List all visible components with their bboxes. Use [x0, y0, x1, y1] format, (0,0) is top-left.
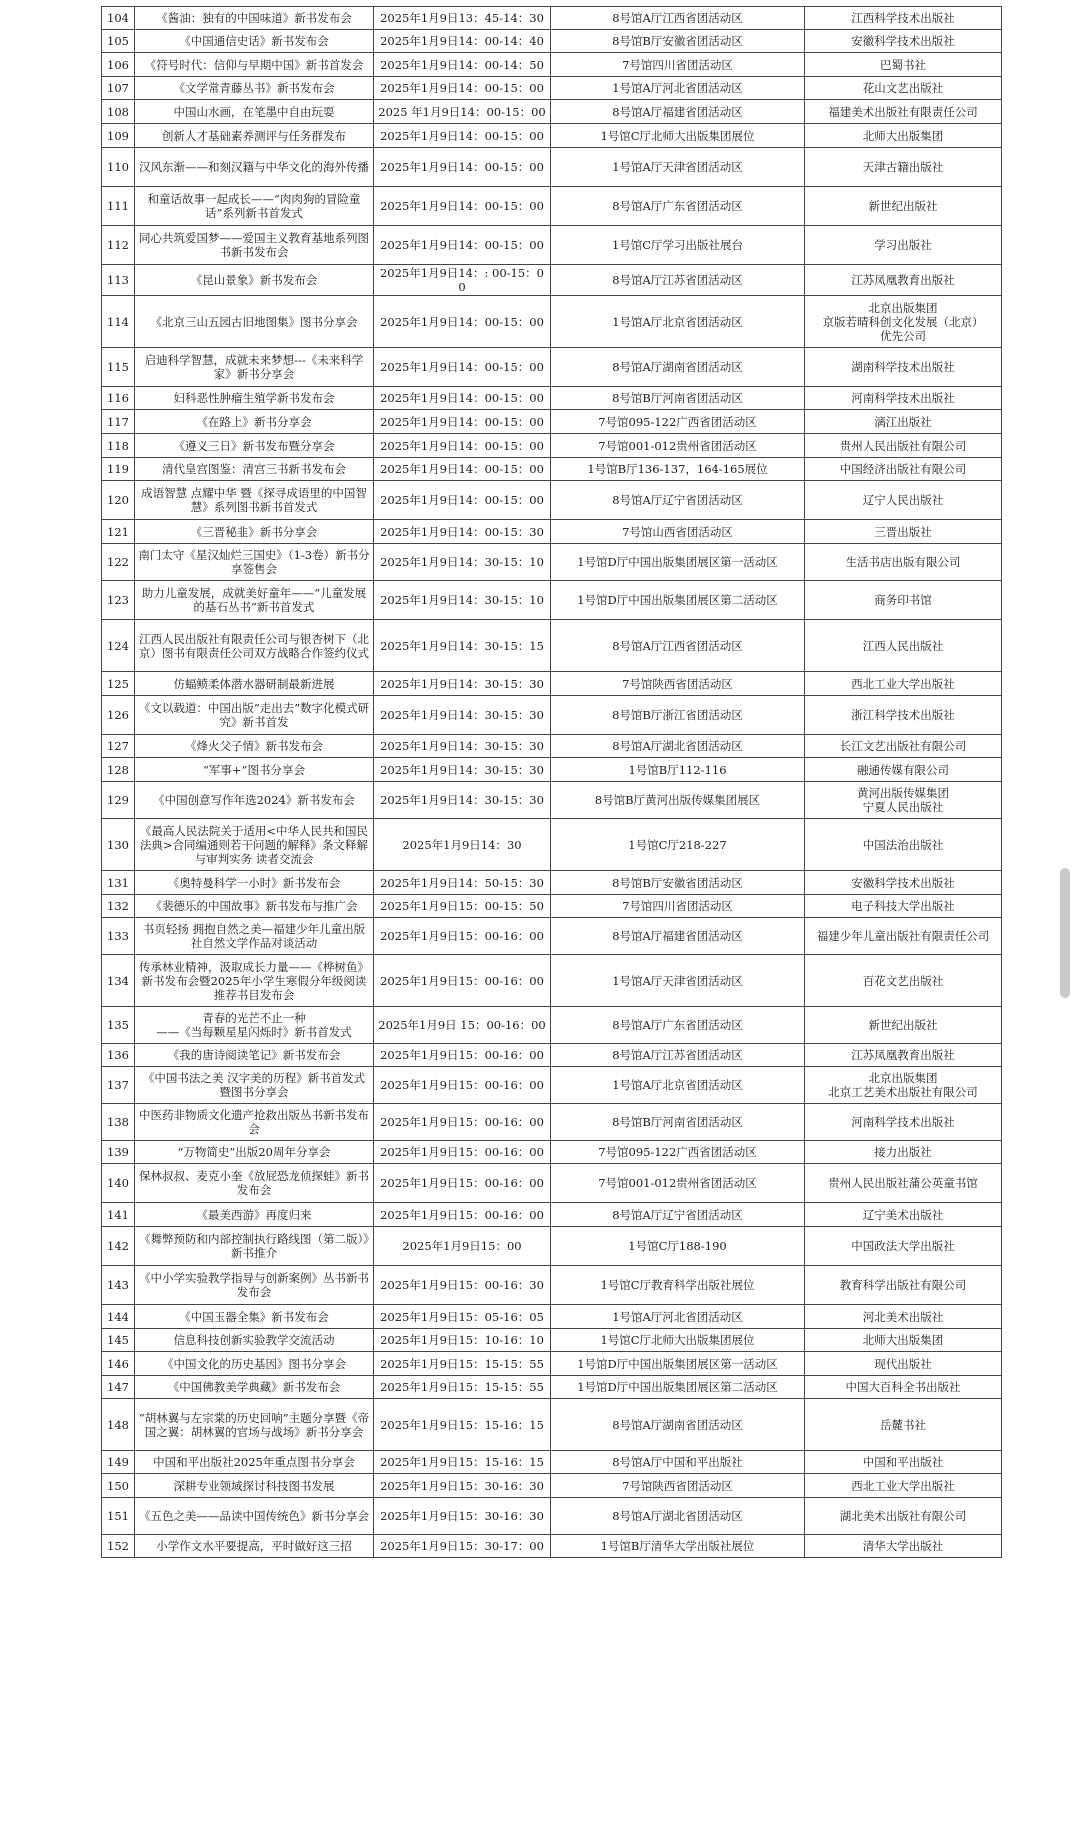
table-row	[102, 1352, 1002, 1376]
table-row	[102, 1227, 1002, 1266]
row-number-cell: 138	[102, 1104, 135, 1141]
table-row	[102, 895, 1002, 918]
row-number-cell: 113	[102, 265, 135, 296]
event-title-cell: 中国和平出版社2025年重点图书分享会	[135, 1451, 374, 1474]
row-number-cell: 151	[102, 1498, 135, 1535]
event-publisher-cell: 西北工业大学出版社	[805, 1474, 1002, 1498]
row-number-cell: 120	[102, 481, 135, 520]
event-title-cell: 《文以载道：中国出版“走出去”数字化模式研究》新书首发	[135, 696, 374, 735]
table-row	[102, 520, 1002, 544]
event-time-cell: 2025年1月9日14：00-15：00	[374, 296, 551, 348]
event-venue-cell: 7号馆095-122广西省团活动区	[551, 1141, 805, 1164]
row-number-cell: 149	[102, 1451, 135, 1474]
event-venue-cell: 8号馆A厅江西省团活动区	[551, 620, 805, 672]
event-title-cell: 《我的唐诗阅读笔记》新书发布会	[135, 1044, 374, 1067]
row-number-cell: 116	[102, 387, 135, 410]
event-venue-cell: 8号馆B厅河南省团活动区	[551, 387, 805, 410]
table-row	[102, 1141, 1002, 1164]
table-row	[102, 1376, 1002, 1399]
event-title-cell: 深耕专业领域探讨科技图书发展	[135, 1474, 374, 1498]
table-row	[102, 620, 1002, 672]
event-venue-cell: 1号馆C厅学习出版社展台	[551, 226, 805, 265]
table-row	[102, 819, 1002, 871]
event-title-cell: 《中小学实验教学指导与创新案例》丛书新书发布会	[135, 1266, 374, 1305]
event-time-cell: 2025年1月9日14：30-15：30	[374, 696, 551, 735]
event-title-cell: “万物简史”出版20周年分享会	[135, 1141, 374, 1164]
event-venue-cell: 8号馆A厅福建省团活动区	[551, 918, 805, 955]
event-title-cell: 清代皇宫图鉴：清宫三书新书发布会	[135, 458, 374, 481]
table-row	[102, 148, 1002, 187]
event-time-cell: 2025年1月9日15：15-16：15	[374, 1399, 551, 1451]
event-title-cell: 助力儿童发展，成就美好童年——“儿童发展的基石丛书”新书首发式	[135, 581, 374, 620]
event-publisher-cell: 中国经济出版社有限公司	[805, 458, 1002, 481]
table-row	[102, 100, 1002, 124]
event-time-cell: 2025年1月9日14：00-15：00	[374, 124, 551, 148]
event-time-cell: 2025年1月9日14：30-15：30	[374, 782, 551, 819]
event-venue-cell: 1号馆C厅教育科学出版社展位	[551, 1266, 805, 1305]
event-venue-cell: 1号馆A厅天津省团活动区	[551, 955, 805, 1007]
event-publisher-cell: 江苏凤凰教育出版社	[805, 1044, 1002, 1067]
row-number-cell: 133	[102, 918, 135, 955]
row-number-cell: 135	[102, 1007, 135, 1044]
event-venue-cell: 1号馆D厅中国出版集团展区第二活动区	[551, 581, 805, 620]
event-venue-cell: 1号馆C厅北师大出版集团展位	[551, 124, 805, 148]
event-venue-cell: 1号馆A厅北京省团活动区	[551, 1067, 805, 1104]
event-title-cell: 《中国创意写作年选2024》新书发布会	[135, 782, 374, 819]
event-publisher-cell: 北师大出版集团	[805, 1329, 1002, 1352]
table-row	[102, 226, 1002, 265]
event-schedule-body	[102, 7, 1002, 1558]
event-venue-cell: 1号馆D厅中国出版集团展区第一活动区	[551, 544, 805, 581]
event-venue-cell: 8号馆A厅湖南省团活动区	[551, 1399, 805, 1451]
event-publisher-cell: 三晋出版社	[805, 520, 1002, 544]
row-number-cell: 152	[102, 1535, 135, 1558]
event-title-cell: 中医药非物质文化遗产抢救出版丛书新书发布会	[135, 1104, 374, 1141]
event-time-cell: 2025 年1月9日14：00-15：00	[374, 100, 551, 124]
event-publisher-cell: 中国大百科全书出版社	[805, 1376, 1002, 1399]
event-time-cell: 2025年1月9日14：30-15：15	[374, 620, 551, 672]
event-time-cell: 2025年1月9日14：30-15：30	[374, 735, 551, 758]
row-number-cell: 109	[102, 124, 135, 148]
event-publisher-cell: 西北工业大学出版社	[805, 672, 1002, 696]
event-time-cell: 2025年1月9日14：30-15：30	[374, 758, 551, 782]
event-publisher-cell: 辽宁美术出版社	[805, 1203, 1002, 1227]
event-venue-cell: 7号馆095-122广西省团活动区	[551, 410, 805, 434]
table-row	[102, 1329, 1002, 1352]
event-publisher-cell: 现代出版社	[805, 1352, 1002, 1376]
table-row	[102, 871, 1002, 895]
event-time-cell: 2025年1月9日14：00-15：00	[374, 387, 551, 410]
event-publisher-cell: 江苏凤凰教育出版社	[805, 265, 1002, 296]
event-venue-cell: 8号馆A厅江苏省团活动区	[551, 265, 805, 296]
table-row	[102, 1044, 1002, 1067]
table-row	[102, 434, 1002, 458]
event-title-cell: 小学作文水平要提高，平时做好这三招	[135, 1535, 374, 1558]
event-venue-cell: 1号馆A厅天津省团活动区	[551, 148, 805, 187]
event-time-cell: 2025年1月9日15：05-16：05	[374, 1305, 551, 1329]
table-row	[102, 410, 1002, 434]
event-publisher-cell: 辽宁人民出版社	[805, 481, 1002, 520]
event-title-cell: 《烽火父子情》新书发布会	[135, 735, 374, 758]
table-row	[102, 1535, 1002, 1558]
event-publisher-cell: 漓江出版社	[805, 410, 1002, 434]
event-publisher-cell: 商务印书馆	[805, 581, 1002, 620]
event-title-cell: 《舞弊预防和内部控制执行路线图（第二版）》新书推介	[135, 1227, 374, 1266]
table-row	[102, 581, 1002, 620]
row-number-cell: 121	[102, 520, 135, 544]
table-row	[102, 955, 1002, 1007]
row-number-cell: 128	[102, 758, 135, 782]
event-title-cell: 《文学常青藤丛书》新书发布会	[135, 77, 374, 100]
event-publisher-cell: 浙江科学技术出版社	[805, 696, 1002, 735]
event-publisher-cell: 湖北美术出版社有限公司	[805, 1498, 1002, 1535]
row-number-cell: 105	[102, 30, 135, 53]
row-number-cell: 131	[102, 871, 135, 895]
event-publisher-cell: 接力出版社	[805, 1141, 1002, 1164]
event-publisher-cell: 中国和平出版社	[805, 1451, 1002, 1474]
event-publisher-cell: 新世纪出版社	[805, 1007, 1002, 1044]
event-title-cell: 信息科技创新实验教学交流活动	[135, 1329, 374, 1352]
event-time-cell: 2025年1月9日14：30-15：10	[374, 544, 551, 581]
row-number-cell: 107	[102, 77, 135, 100]
event-time-cell: 2025年1月9日15：00-15：50	[374, 895, 551, 918]
row-number-cell: 123	[102, 581, 135, 620]
event-publisher-cell: 黄河出版传媒集团 宁夏人民出版社	[805, 782, 1002, 819]
row-number-cell: 117	[102, 410, 135, 434]
event-time-cell: 2025年1月9日15：00-16：00	[374, 1141, 551, 1164]
event-venue-cell: 8号馆A厅江西省团活动区	[551, 7, 805, 30]
event-time-cell: 2025年1月9日15：00-16：00	[374, 1104, 551, 1141]
event-venue-cell: 7号馆001-012贵州省团活动区	[551, 1164, 805, 1203]
event-venue-cell: 7号馆陕西省团活动区	[551, 1474, 805, 1498]
event-venue-cell: 1号馆D厅中国出版集团展区第二活动区	[551, 1376, 805, 1399]
row-number-cell: 118	[102, 434, 135, 458]
event-venue-cell: 8号馆B厅河南省团活动区	[551, 1104, 805, 1141]
event-publisher-cell: 生活书店出版有限公司	[805, 544, 1002, 581]
event-venue-cell: 1号馆B厅136-137，164-165展位	[551, 458, 805, 481]
event-time-cell: 2025年1月9日15：00-16：00	[374, 1067, 551, 1104]
table-row	[102, 458, 1002, 481]
event-title-cell: 南门太守《星汉灿烂三国史》（1-3卷）新书分享签售会	[135, 544, 374, 581]
event-title-cell: 书页轻扬 拥抱自然之美—福建少年儿童出版社自然文学作品对谈活动	[135, 918, 374, 955]
event-publisher-cell: 电子科技大学出版社	[805, 895, 1002, 918]
table-row	[102, 124, 1002, 148]
event-title-cell: 《符号时代：信仰与早期中国》新书首发会	[135, 53, 374, 77]
event-venue-cell: 8号馆B厅安徽省团活动区	[551, 871, 805, 895]
event-time-cell: 2025年1月9日14：00-15：00	[374, 410, 551, 434]
event-title-cell: 《遵义三日》新书发布暨分享会	[135, 434, 374, 458]
row-number-cell: 150	[102, 1474, 135, 1498]
event-title-cell: 《中国通信史话》新书发布会	[135, 30, 374, 53]
event-time-cell: 2025年1月9日14：00-15：00	[374, 187, 551, 226]
event-publisher-cell: 贵州人民出版社蒲公英童书馆	[805, 1164, 1002, 1203]
event-venue-cell: 1号馆C厅北师大出版集团展位	[551, 1329, 805, 1352]
event-publisher-cell: 清华大学出版社	[805, 1535, 1002, 1558]
table-row	[102, 30, 1002, 53]
table-row	[102, 481, 1002, 520]
event-title-cell: 创新人才基础素养测评与任务群发布	[135, 124, 374, 148]
table-row	[102, 53, 1002, 77]
event-venue-cell: 8号馆A厅广东省团活动区	[551, 1007, 805, 1044]
event-publisher-cell: 北京出版集团 北京工艺美术出版社有限公司	[805, 1067, 1002, 1104]
event-venue-cell: 8号馆A厅江苏省团活动区	[551, 1044, 805, 1067]
row-number-cell: 146	[102, 1352, 135, 1376]
table-row	[102, 544, 1002, 581]
event-venue-cell: 8号馆B厅安徽省团活动区	[551, 30, 805, 53]
table-row	[102, 187, 1002, 226]
event-time-cell: 2025年1月9日15：15-15：55	[374, 1352, 551, 1376]
row-number-cell: 139	[102, 1141, 135, 1164]
table-row	[102, 1399, 1002, 1451]
table-row	[102, 265, 1002, 296]
event-time-cell: 2025年1月9日14：00-15：00	[374, 434, 551, 458]
event-publisher-cell: 安徽科学技术出版社	[805, 30, 1002, 53]
table-row	[102, 1067, 1002, 1104]
event-title-cell: 传承林业精神，汲取成长力量——《桦树鱼》新书发布会暨2025年小学生寒假分年级阅读推荐书目发布会	[135, 955, 374, 1007]
row-number-cell: 126	[102, 696, 135, 735]
row-number-cell: 136	[102, 1044, 135, 1067]
event-publisher-cell: 百花文艺出版社	[805, 955, 1002, 1007]
event-venue-cell: 8号馆A厅广东省团活动区	[551, 187, 805, 226]
event-publisher-cell: 天津古籍出版社	[805, 148, 1002, 187]
event-time-cell: 2025年1月9日14：30-15：30	[374, 672, 551, 696]
event-publisher-cell: 长江文艺出版社有限公司	[805, 735, 1002, 758]
row-number-cell: 142	[102, 1227, 135, 1266]
event-publisher-cell: 教育科学出版社有限公司	[805, 1266, 1002, 1305]
row-number-cell: 141	[102, 1203, 135, 1227]
event-title-cell: 《昆山景象》新书发布会	[135, 265, 374, 296]
row-number-cell: 124	[102, 620, 135, 672]
event-publisher-cell: 江西科学技术出版社	[805, 7, 1002, 30]
table-row	[102, 1305, 1002, 1329]
event-title-cell: 保林叔叔、麦克小奎《放屁恐龙侦探蛙》新书发布会	[135, 1164, 374, 1203]
event-title-cell: 江西人民出版社有限责任公司与银杏树下（北京）图书有限责任公司双方战略合作签约仪式	[135, 620, 374, 672]
event-publisher-cell: 北师大出版集团	[805, 124, 1002, 148]
table-row	[102, 348, 1002, 387]
event-publisher-cell: 安徽科学技术出版社	[805, 871, 1002, 895]
row-number-cell: 106	[102, 53, 135, 77]
event-publisher-cell: 花山文艺出版社	[805, 77, 1002, 100]
event-time-cell: 2025年1月9日15：00-16：00	[374, 1203, 551, 1227]
event-time-cell: 2025年1月9日14：00-14：50	[374, 53, 551, 77]
row-number-cell: 104	[102, 7, 135, 30]
event-venue-cell: 8号馆A厅辽宁省团活动区	[551, 481, 805, 520]
event-publisher-cell: 学习出版社	[805, 226, 1002, 265]
row-number-cell: 108	[102, 100, 135, 124]
event-venue-cell: 8号馆A厅湖南省团活动区	[551, 348, 805, 387]
event-title-cell: 汉风东渐——和刻汉籍与中华文化的海外传播	[135, 148, 374, 187]
event-venue-cell: 7号馆四川省团活动区	[551, 53, 805, 77]
table-row	[102, 782, 1002, 819]
event-title-cell: 同心共筑爱国梦——爱国主义教育基地系列图书新书发布会	[135, 226, 374, 265]
event-time-cell: 2025年1月9日15：00-16：30	[374, 1266, 551, 1305]
event-venue-cell: 7号馆四川省团活动区	[551, 895, 805, 918]
event-time-cell: 2025年1月9日14：00-14：40	[374, 30, 551, 53]
table-row	[102, 1498, 1002, 1535]
row-number-cell: 129	[102, 782, 135, 819]
row-number-cell: 130	[102, 819, 135, 871]
event-venue-cell: 1号馆B厅清华大学出版社展位	[551, 1535, 805, 1558]
row-number-cell: 148	[102, 1399, 135, 1451]
event-venue-cell: 7号馆001-012贵州省团活动区	[551, 434, 805, 458]
event-time-cell: 2025年1月9日15：30-17：00	[374, 1535, 551, 1558]
event-venue-cell: 7号馆陕西省团活动区	[551, 672, 805, 696]
event-time-cell: 2025年1月9日14：00-15：00	[374, 348, 551, 387]
event-time-cell: 2025年1月9日15：15-16：15	[374, 1451, 551, 1474]
row-number-cell: 147	[102, 1376, 135, 1399]
event-publisher-cell: 河南科学技术出版社	[805, 387, 1002, 410]
table-row	[102, 735, 1002, 758]
event-schedule-table	[101, 6, 1002, 1558]
event-time-cell: 2025年1月9日14：00-15：30	[374, 520, 551, 544]
event-venue-cell: 7号馆山西省团活动区	[551, 520, 805, 544]
event-time-cell: 2025年1月9日14：00-15：00	[374, 481, 551, 520]
event-venue-cell: 8号馆A厅福建省团活动区	[551, 100, 805, 124]
event-publisher-cell: 福建少年儿童出版社有限责任公司	[805, 918, 1002, 955]
event-publisher-cell: 岳麓书社	[805, 1399, 1002, 1451]
event-venue-cell: 1号馆D厅中国出版集团展区第一活动区	[551, 1352, 805, 1376]
event-publisher-cell: 湖南科学技术出版社	[805, 348, 1002, 387]
table-row	[102, 1104, 1002, 1141]
event-publisher-cell: 河南科学技术出版社	[805, 1104, 1002, 1141]
event-time-cell: 2025年1月9日14：50-15：30	[374, 871, 551, 895]
event-venue-cell: 1号馆A厅河北省团活动区	[551, 77, 805, 100]
event-title-cell: 妇科恶性肿瘤生殖学新书发布会	[135, 387, 374, 410]
event-title-cell: 和童话故事一起成长——“肉肉狗的冒险童话”系列新书首发式	[135, 187, 374, 226]
event-publisher-cell: 中国政法大学出版社	[805, 1227, 1002, 1266]
event-time-cell: 2025年1月9日14：00-15：00	[374, 226, 551, 265]
event-title-cell: 青春的光芒不止一种 ——《当每颗星星闪烁时》新书首发式	[135, 1007, 374, 1044]
table-row	[102, 758, 1002, 782]
event-time-cell: 2025年1月9日15：30-16：30	[374, 1498, 551, 1535]
table-row	[102, 296, 1002, 348]
event-title-cell: 《中国玉器全集》新书发布会	[135, 1305, 374, 1329]
table-row	[102, 1203, 1002, 1227]
event-publisher-cell: 福建美术出版社有限责任公司	[805, 100, 1002, 124]
event-title-cell: 中国山水画，在笔墨中自由玩耍	[135, 100, 374, 124]
event-time-cell: 2025年1月9日15：00-16：00	[374, 955, 551, 1007]
event-title-cell: 《三晋秘韭》新书分享会	[135, 520, 374, 544]
table-row	[102, 672, 1002, 696]
table-row	[102, 7, 1002, 30]
event-title-cell: 成语智慧 点耀中华 暨《探寻成语里的中国智慧》系列图书新书首发式	[135, 481, 374, 520]
event-time-cell: 2025年1月9日13：45-14：30	[374, 7, 551, 30]
event-title-cell: 《奥特曼科学一小时》新书发布会	[135, 871, 374, 895]
event-time-cell: 2025年1月9日15：30-16：30	[374, 1474, 551, 1498]
event-venue-cell: 8号馆B厅黄河出版传媒集团展区	[551, 782, 805, 819]
row-number-cell: 145	[102, 1329, 135, 1352]
event-publisher-cell: 贵州人民出版社有限公司	[805, 434, 1002, 458]
event-time-cell: 2025年1月9日15：15-15：55	[374, 1376, 551, 1399]
event-title-cell: 《最美西游》再度归来	[135, 1203, 374, 1227]
event-publisher-cell: 江西人民出版社	[805, 620, 1002, 672]
event-title-cell: 《中国佛教美学典藏》新书发布会	[135, 1376, 374, 1399]
event-title-cell: 《五色之美——品读中国传统色》新书分享会	[135, 1498, 374, 1535]
event-venue-cell: 1号馆A厅河北省团活动区	[551, 1305, 805, 1329]
event-time-cell: 2025年1月9日15：00-16：00	[374, 1044, 551, 1067]
row-number-cell: 134	[102, 955, 135, 1007]
event-title-cell: 《中国书法之美 汉字美的历程》新书首发式暨图书分享会	[135, 1067, 374, 1104]
event-venue-cell: 1号馆A厅北京省团活动区	[551, 296, 805, 348]
table-row	[102, 918, 1002, 955]
event-time-cell: 2025年1月9日14：00-15：00	[374, 458, 551, 481]
event-title-cell: 《中国文化的历史基因》图书分享会	[135, 1352, 374, 1376]
row-number-cell: 137	[102, 1067, 135, 1104]
event-publisher-cell: 北京出版集团 京版若晴科创文化发展（北京） 优先公司	[805, 296, 1002, 348]
row-number-cell: 111	[102, 187, 135, 226]
row-number-cell: 143	[102, 1266, 135, 1305]
event-time-cell: 2025年1月9日15：00-16：00	[374, 918, 551, 955]
table-row	[102, 1164, 1002, 1203]
event-publisher-cell: 融通传媒有限公司	[805, 758, 1002, 782]
table-row	[102, 1451, 1002, 1474]
event-publisher-cell: 河北美术出版社	[805, 1305, 1002, 1329]
event-title-cell: 《在路上》新书分享会	[135, 410, 374, 434]
row-number-cell: 125	[102, 672, 135, 696]
event-publisher-cell: 新世纪出版社	[805, 187, 1002, 226]
event-title-cell: “军事+”图书分享会	[135, 758, 374, 782]
table-row	[102, 1474, 1002, 1498]
row-number-cell: 140	[102, 1164, 135, 1203]
event-title-cell: 《裴德乐的中国故事》新书发布与推广会	[135, 895, 374, 918]
event-time-cell: 2025年1月9日14：30	[374, 819, 551, 871]
row-number-cell: 114	[102, 296, 135, 348]
row-number-cell: 112	[102, 226, 135, 265]
table-row	[102, 77, 1002, 100]
event-venue-cell: 8号馆A厅中国和平出版社	[551, 1451, 805, 1474]
event-venue-cell: 1号馆C厅218-227	[551, 819, 805, 871]
row-number-cell: 119	[102, 458, 135, 481]
event-venue-cell: 1号馆C厅188-190	[551, 1227, 805, 1266]
event-time-cell: 2025年1月9日 15：00-16：00	[374, 1007, 551, 1044]
row-number-cell: 115	[102, 348, 135, 387]
event-time-cell: 2025年1月9日15：10-16：10	[374, 1329, 551, 1352]
event-time-cell: 2025年1月9日15：00-16：00	[374, 1164, 551, 1203]
row-number-cell: 122	[102, 544, 135, 581]
event-publisher-cell: 中国法治出版社	[805, 819, 1002, 871]
table-row	[102, 1266, 1002, 1305]
event-title-cell: 《酱油：独有的中国味道》新书发布会	[135, 7, 374, 30]
row-number-cell: 132	[102, 895, 135, 918]
event-title-cell: 仿蝠鲼柔体潜水器研制最新进展	[135, 672, 374, 696]
table-row	[102, 387, 1002, 410]
event-title-cell: 启迪科学智慧，成就未来梦想---《未来科学家》新书分享会	[135, 348, 374, 387]
scrollbar-thumb[interactable]	[1060, 868, 1070, 998]
table-row	[102, 696, 1002, 735]
event-venue-cell: 8号馆A厅辽宁省团活动区	[551, 1203, 805, 1227]
event-time-cell: 2025年1月9日15：00	[374, 1227, 551, 1266]
event-title-cell: “胡林翼与左宗棠的历史回响”主题分享暨《帝国之翼：胡林翼的官场与战场》新书分享会	[135, 1399, 374, 1451]
event-time-cell: 2025年1月9日14：: 00-15：00	[374, 265, 551, 296]
event-venue-cell: 1号馆B厅112-116	[551, 758, 805, 782]
event-time-cell: 2025年1月9日14：30-15：10	[374, 581, 551, 620]
event-time-cell: 2025年1月9日14：00-15：00	[374, 148, 551, 187]
event-title-cell: 《最高人民法院关于适用<中华人民共和国民法典>合同编通则若干问题的解释》条文释解与审判实务 读者交流会	[135, 819, 374, 871]
event-publisher-cell: 巴蜀书社	[805, 53, 1002, 77]
row-number-cell: 144	[102, 1305, 135, 1329]
event-time-cell: 2025年1月9日14：00-15：00	[374, 77, 551, 100]
event-venue-cell: 8号馆A厅湖北省团活动区	[551, 1498, 805, 1535]
event-venue-cell: 8号馆A厅湖北省团活动区	[551, 735, 805, 758]
event-venue-cell: 8号馆B厅浙江省团活动区	[551, 696, 805, 735]
row-number-cell: 127	[102, 735, 135, 758]
row-number-cell: 110	[102, 148, 135, 187]
event-title-cell: 《北京三山五园古旧地图集》图书分享会	[135, 296, 374, 348]
table-row	[102, 1007, 1002, 1044]
